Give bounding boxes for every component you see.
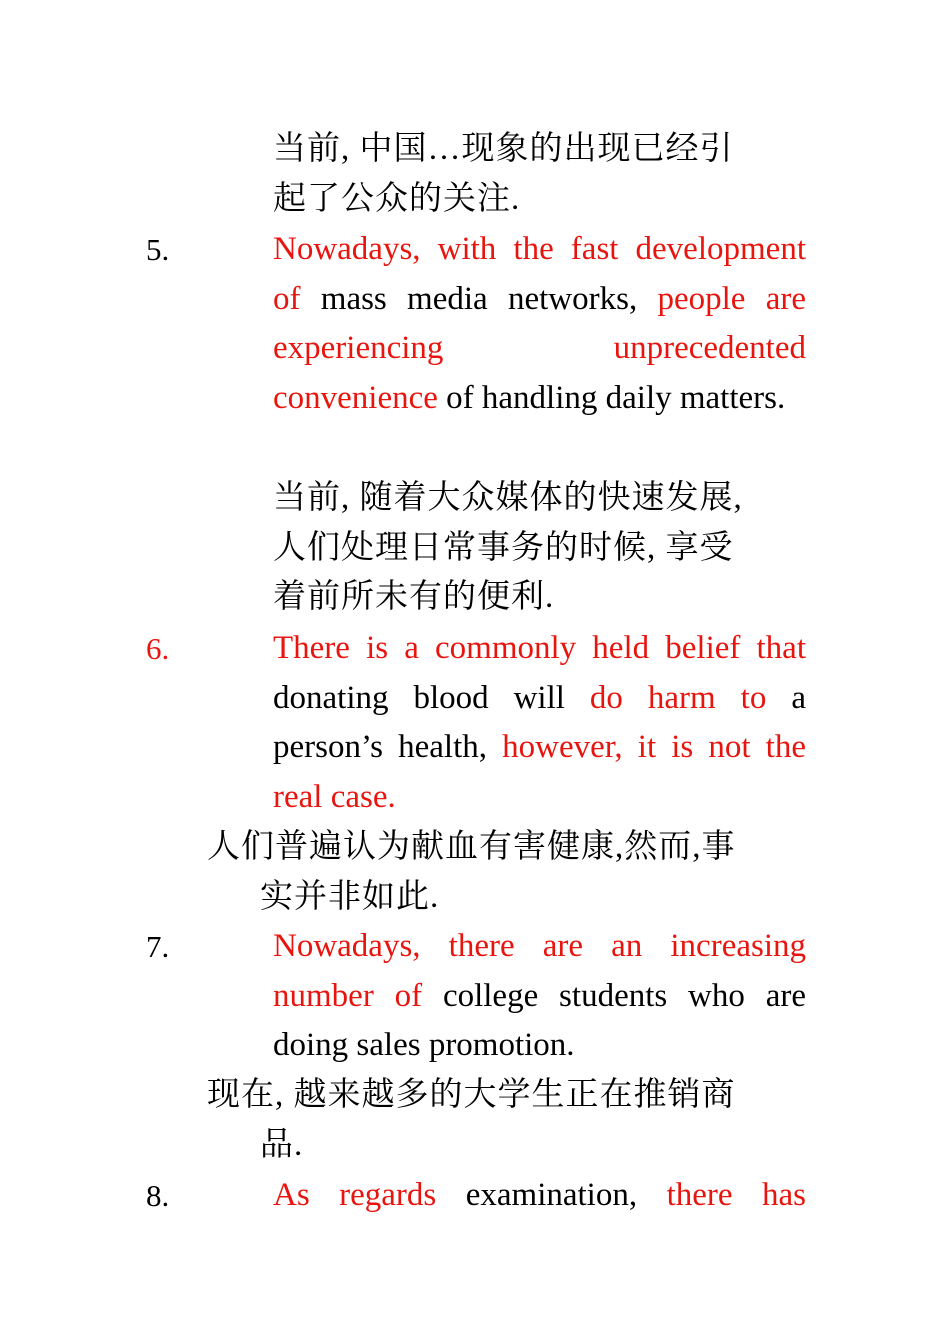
item-6-sentence (273, 624, 806, 823)
translation-line: 品. (260, 1126, 304, 1163)
highlight-phrase: there has (666, 1177, 806, 1213)
translation-line: 现在, 越来越多的大学生正在推销商 (207, 1077, 736, 1113)
item-7-sentence (273, 922, 806, 1071)
intro-translation (273, 125, 806, 224)
intro-translation-line: 当前, 中国…现象的出现已经引 (273, 131, 734, 167)
translation-line: 人们普遍认为献血有害健康,然而,事 (207, 829, 736, 865)
item-number-6: 6. (146, 631, 170, 666)
item-number-8: 8. (146, 1178, 170, 1213)
item-5-translation (273, 474, 806, 623)
translation-line: 实并非如此. (260, 878, 440, 915)
plain-text: donating blood will (273, 679, 590, 716)
plain-text: college students who are doing sales promotion. (273, 977, 806, 1064)
highlight-phrase: There is a commonly held belief that (273, 630, 806, 666)
plain-text: examination, (436, 1177, 667, 1213)
highlight-phrase: As regards (273, 1177, 437, 1213)
item-5-sentence (273, 225, 806, 424)
translation-line: 着前所未有的便利. (273, 579, 555, 616)
plain-text: a person’s health, (273, 679, 806, 766)
item-7-translation (207, 1071, 807, 1170)
highlight-phrase: do harm to (589, 679, 767, 716)
item-number-5: 5. (146, 232, 170, 267)
translation-line: 当前, 随着大众媒体的快速发展, (273, 480, 743, 516)
intro-translation-line: 起了公众的关注. (273, 180, 521, 217)
item-8-sentence (273, 1171, 806, 1221)
highlight-phrase: Nowadays, there are an increasing number of (273, 928, 806, 1014)
highlight-phrase: however, it is not the real case. (273, 729, 806, 816)
item-number-7: 7. (146, 929, 170, 964)
translation-line: 人们处理日常事务的时候, 享受 (273, 529, 734, 566)
plain-text: mass media networks, (300, 280, 658, 317)
highlight-phrase: Nowadays, with the fast development of (273, 231, 806, 317)
highlight-phrase: people are experiencing unprecedented convenience (273, 280, 807, 417)
item-6-translation (207, 823, 807, 922)
plain-text: of handling daily matters. (437, 380, 786, 417)
